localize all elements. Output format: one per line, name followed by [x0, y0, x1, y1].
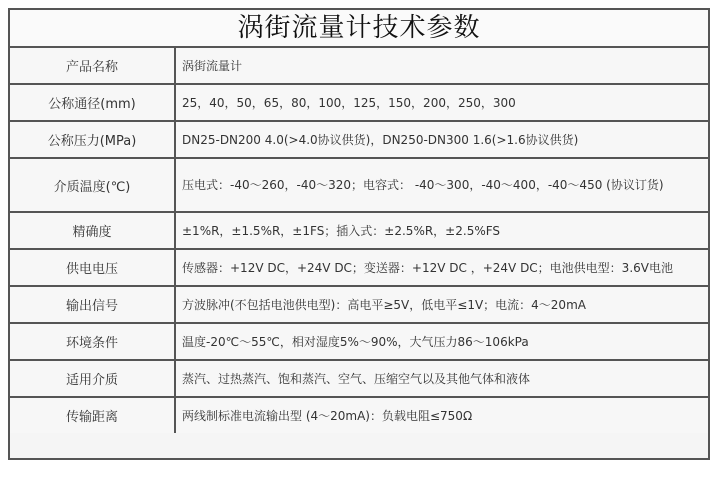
- table-row: [10, 249, 708, 286]
- row-label-accuracy: 精确度: [10, 212, 175, 249]
- row-value-medium-temperature: 压电式：-40～260，-40～320；电容式： -40～300，-40～400，-40～450 (协议订货): [175, 158, 708, 212]
- row-value-output-signal: 方波脉冲(不包括电池供电型)：高电平≥5V，低电平≤1V；电流：4～20mA: [175, 286, 708, 323]
- spec-table-frame: [8, 8, 710, 460]
- row-label-nominal-pressure: 公称压力(MPa): [10, 121, 175, 158]
- table-row: [10, 360, 708, 397]
- table-row: [10, 158, 708, 212]
- row-label-medium-temperature: 介质温度(℃): [10, 158, 175, 212]
- table-row: [10, 286, 708, 323]
- row-value-nominal-diameter: 25，40，50，65，80，100，125，150，200，250，300: [175, 84, 708, 121]
- row-label-supply-voltage: 供电电压: [10, 249, 175, 286]
- row-label-transmission-distance: 传输距离: [10, 397, 175, 433]
- row-value-accuracy: ±1%R，±1.5%R，±1FS；插入式：±2.5%R，±2.5%FS: [175, 212, 708, 249]
- row-value-transmission-distance: 两线制标准电流输出型 (4～20mA)：负载电阻≤750Ω: [175, 397, 708, 433]
- row-label-output-signal: 输出信号: [10, 286, 175, 323]
- row-value-product-name: 涡街流量计: [175, 48, 708, 84]
- row-value-supply-voltage: 传感器：+12V DC，+24V DC；变送器：+12V DC ，+24V DC；电池供电型：3.6V电池: [175, 249, 708, 286]
- table-row: [10, 84, 708, 121]
- row-label-nominal-diameter: 公称通径(mm): [10, 84, 175, 121]
- table-row: [10, 48, 708, 84]
- table-row: [10, 121, 708, 158]
- spec-table: [10, 48, 708, 433]
- row-value-nominal-pressure: DN25-DN200 4.0(>4.0协议供货)，DN250-DN300 1.6(>1.6协议供货): [175, 121, 708, 158]
- row-label-product-name: 产品名称: [10, 48, 175, 84]
- row-label-ambient-conditions: 环境条件: [10, 323, 175, 360]
- row-value-ambient-conditions: 温度-20℃～55℃，相对湿度5%～90%，大气压力86～106kPa: [175, 323, 708, 360]
- row-label-applicable-medium: 适用介质: [10, 360, 175, 397]
- table-row: [10, 323, 708, 360]
- table-row: [10, 397, 708, 433]
- table-row: [10, 212, 708, 249]
- row-value-applicable-medium: 蒸汽、过热蒸汽、饱和蒸汽、空气、压缩空气以及其他气体和液体: [175, 360, 708, 397]
- table-title: 涡街流量计技术参数: [10, 10, 708, 48]
